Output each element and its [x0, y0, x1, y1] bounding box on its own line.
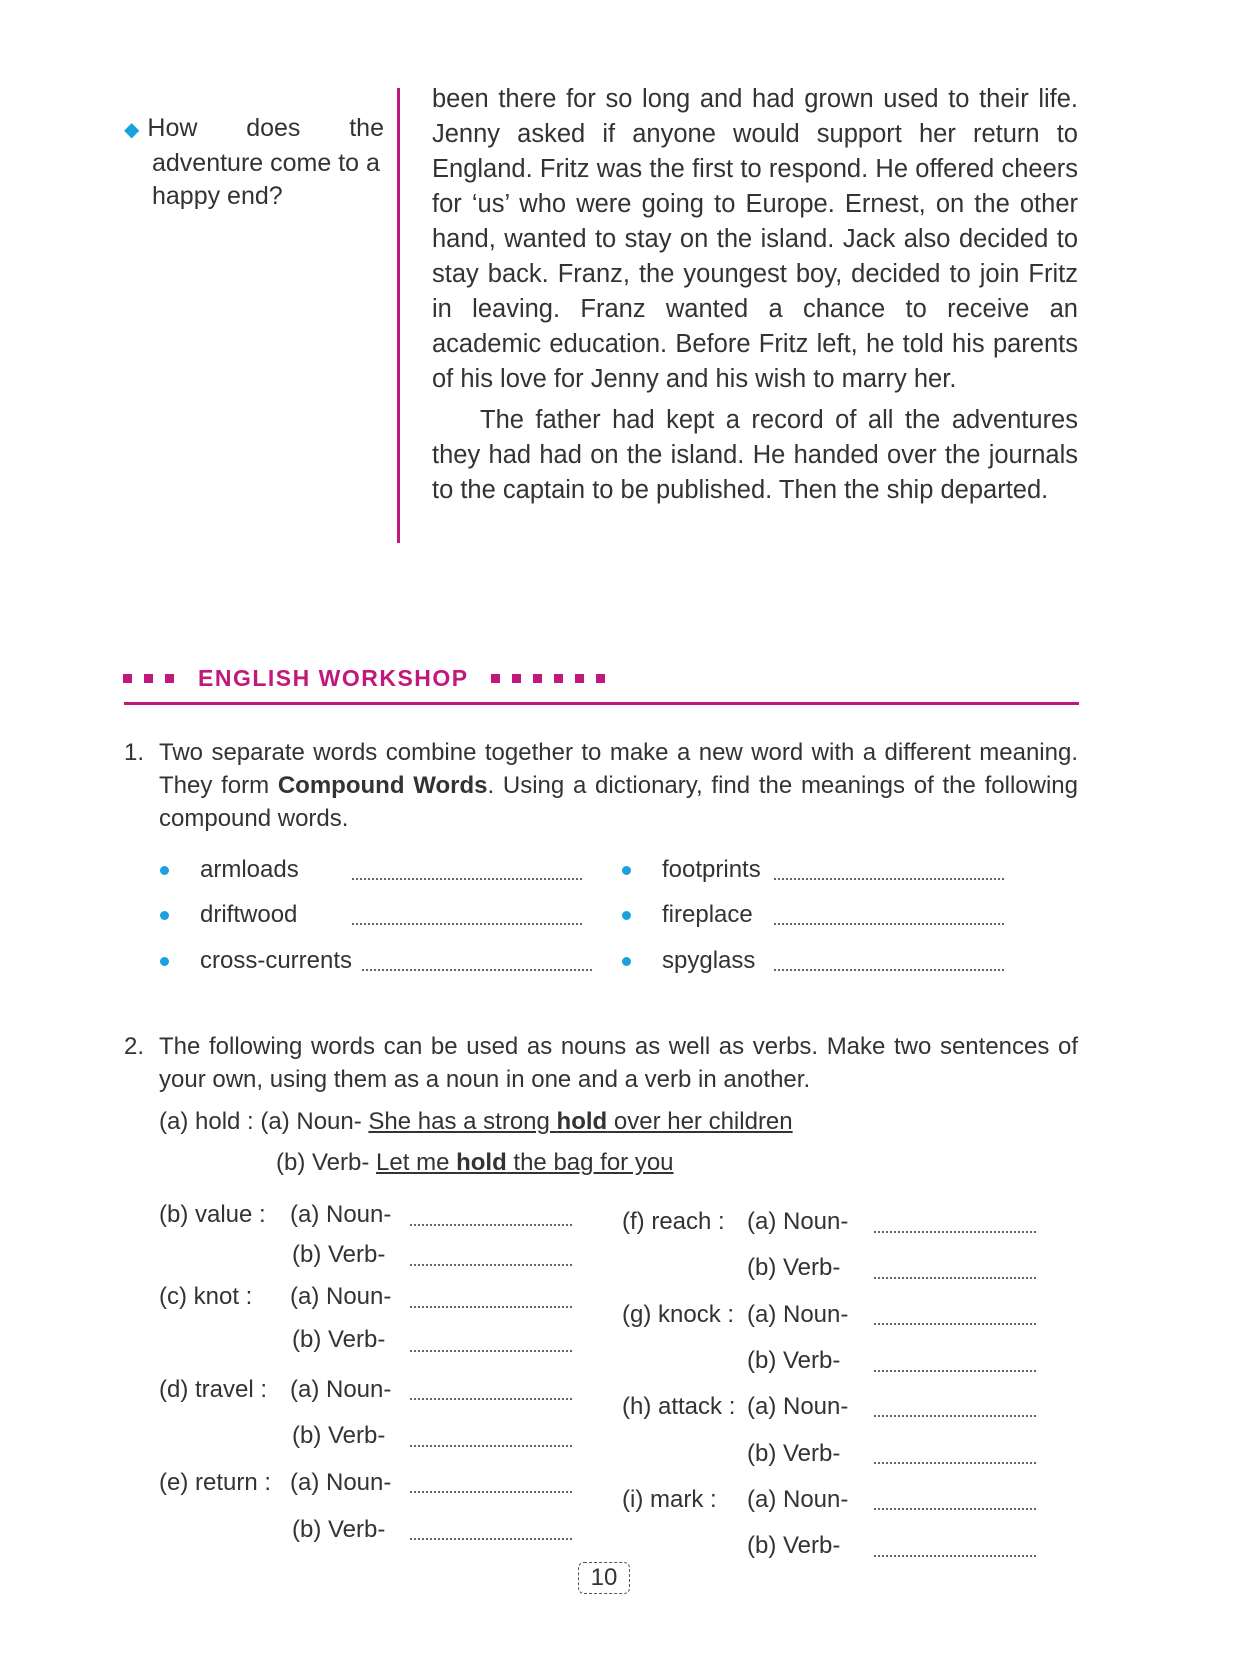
exercise-number: 2.: [124, 1033, 145, 1060]
noun-label: (a) Noun-: [747, 1486, 849, 1513]
example-verb-answer: [376, 1149, 673, 1176]
bullet-icon: [622, 957, 631, 966]
example-verb-label: (b) Verb-: [276, 1149, 370, 1176]
noun-label: (a) Noun-: [290, 1469, 392, 1496]
noun-label: (a) Noun-: [290, 1376, 392, 1403]
verb-label: (b) Verb-: [292, 1516, 386, 1543]
item-word: (h) attack :: [622, 1393, 736, 1420]
answer-bold: hold: [556, 1108, 608, 1135]
noun-label: (a) Noun-: [290, 1201, 392, 1228]
answer-line[interactable]: [410, 1445, 572, 1447]
answer-line[interactable]: [874, 1462, 1036, 1464]
margin-question-word: How: [147, 114, 198, 142]
square-ornament-icon: [165, 674, 174, 683]
square-ornament-icon: [144, 674, 153, 683]
compound-word: cross-currents: [200, 947, 353, 974]
answer-text: over her children: [607, 1108, 793, 1135]
compound-word-item: [160, 855, 590, 885]
verb-label: (b) Verb-: [292, 1241, 386, 1268]
answer-line[interactable]: [410, 1306, 572, 1308]
instruction-text: Two separate words combine together to make a new word with a different meaning. They form: [159, 739, 1078, 799]
answer-line[interactable]: [774, 878, 1004, 880]
answer-line[interactable]: [410, 1538, 572, 1540]
item-word: (e) return :: [159, 1469, 272, 1496]
noun-label: (a) Noun-: [747, 1393, 849, 1420]
square-ornament-icon: [491, 674, 500, 683]
example-verb-line: [276, 1148, 674, 1178]
compound-word: spyglass: [662, 947, 756, 974]
example-noun-line: [159, 1107, 793, 1137]
margin-question: [124, 112, 384, 213]
story-passage: [432, 82, 1078, 508]
bullet-icon: [160, 957, 169, 966]
answer-line[interactable]: [874, 1415, 1036, 1417]
answer-line[interactable]: [874, 1231, 1036, 1233]
answer-text: the bag for you: [506, 1149, 674, 1176]
margin-question-word: the: [349, 114, 384, 142]
compound-word-item: [160, 946, 590, 976]
compound-word-item: [160, 900, 590, 930]
instruction-bold: Compound Words: [277, 772, 488, 799]
answer-line[interactable]: [410, 1264, 572, 1266]
bullet-icon: [160, 866, 169, 875]
bullet-icon: [160, 911, 169, 920]
compound-word: fireplace: [662, 901, 753, 928]
answer-line[interactable]: [410, 1350, 572, 1352]
square-ornament-icon: [123, 674, 132, 683]
exercise-1: [124, 736, 1078, 835]
instruction-text: . Using a dictionary, find the meanings of the following compound words.: [159, 772, 1078, 832]
compound-word-item: [622, 900, 1052, 930]
workshop-rule: [124, 702, 1079, 705]
item-word: (b) value :: [159, 1201, 266, 1228]
compound-word: footprints: [662, 856, 761, 883]
workshop-title: ENGLISH WORKSHOP: [198, 664, 469, 691]
square-ornament-icon: [512, 674, 521, 683]
answer-line[interactable]: [874, 1370, 1036, 1372]
exercise-instructions: [159, 736, 1078, 835]
square-ornament-icon: [554, 674, 563, 683]
item-word: (d) travel :: [159, 1376, 268, 1403]
margin-divider: [397, 88, 400, 543]
verb-label: (b) Verb-: [292, 1326, 386, 1353]
noun-label: (a) Noun-: [747, 1301, 849, 1328]
page-number: 10: [578, 1562, 630, 1594]
compound-word: armloads: [200, 856, 299, 883]
answer-line[interactable]: [774, 923, 1004, 925]
item-word: (c) knot :: [159, 1283, 253, 1310]
answer-line[interactable]: [874, 1323, 1036, 1325]
answer-text: She has a strong: [368, 1108, 557, 1135]
verb-label: (b) Verb-: [747, 1254, 841, 1281]
verb-label: (b) Verb-: [292, 1422, 386, 1449]
square-ornament-icon: [575, 674, 584, 683]
answer-line[interactable]: [874, 1277, 1036, 1279]
answer-line[interactable]: [874, 1508, 1036, 1510]
noun-label: (a) Noun-: [747, 1208, 849, 1235]
answer-line[interactable]: [352, 923, 582, 925]
answer-line[interactable]: [874, 1555, 1036, 1557]
passage-paragraph: been there for so long and had grown used to their life. Jenny asked if anyone would support her return to England. Fritz was the first to respond. He offered cheers for ‘us’ who were going to Europe. Ernest, on the other hand, wanted to stay on the island. Jack also decided to stay back. Franz, the youngest boy, decided to join Fritz in leaving. Franz wanted a chance to receive an academic education. Before Fritz left, he told his parents of his love for Jenny and his wish to marry her.: [432, 85, 1078, 393]
passage-paragraph: The father had kept a record of all the adventures they had had on the island. He handed over the journals to the captain to be published. Then the ship departed.: [432, 406, 1078, 504]
verb-label: (b) Verb-: [747, 1440, 841, 1467]
noun-label: (a) Noun-: [290, 1283, 392, 1310]
workshop-heading: [123, 662, 617, 694]
margin-question-line: happy end?: [152, 182, 283, 210]
example-head: (a) hold : (a) Noun-: [159, 1108, 362, 1135]
answer-line[interactable]: [362, 969, 592, 971]
item-word: (f) reach :: [622, 1208, 725, 1235]
item-word: (i) mark :: [622, 1486, 717, 1513]
bullet-icon: [622, 866, 631, 875]
diamond-bullet-icon: ◆: [124, 119, 140, 141]
answer-bold: hold: [456, 1149, 507, 1176]
margin-question-line: adventure come to a: [152, 149, 380, 177]
square-ornament-icon: [533, 674, 542, 683]
square-ornament-icon: [596, 674, 605, 683]
answer-line[interactable]: [352, 878, 582, 880]
verb-label: (b) Verb-: [747, 1532, 841, 1559]
bullet-icon: [622, 911, 631, 920]
answer-line[interactable]: [410, 1491, 572, 1493]
answer-line[interactable]: [410, 1398, 572, 1400]
exercise-instructions: The following words can be used as nouns as well as verbs. Make two sentences of your own, using them as a noun in one and a verb in another.: [159, 1033, 1078, 1093]
verb-label: (b) Verb-: [747, 1347, 841, 1374]
item-word: (g) knock :: [622, 1301, 735, 1328]
answer-text: Let me: [376, 1149, 457, 1176]
margin-question-word: does: [246, 114, 301, 142]
compound-word-item: [622, 855, 1052, 885]
compound-word-item: [622, 946, 1052, 976]
exercise-2: [124, 1030, 1078, 1096]
exercise-number: 1.: [124, 739, 145, 766]
example-noun-answer: [368, 1108, 792, 1135]
answer-line[interactable]: [774, 969, 1004, 971]
answer-line[interactable]: [410, 1224, 572, 1226]
compound-word: driftwood: [200, 901, 298, 928]
